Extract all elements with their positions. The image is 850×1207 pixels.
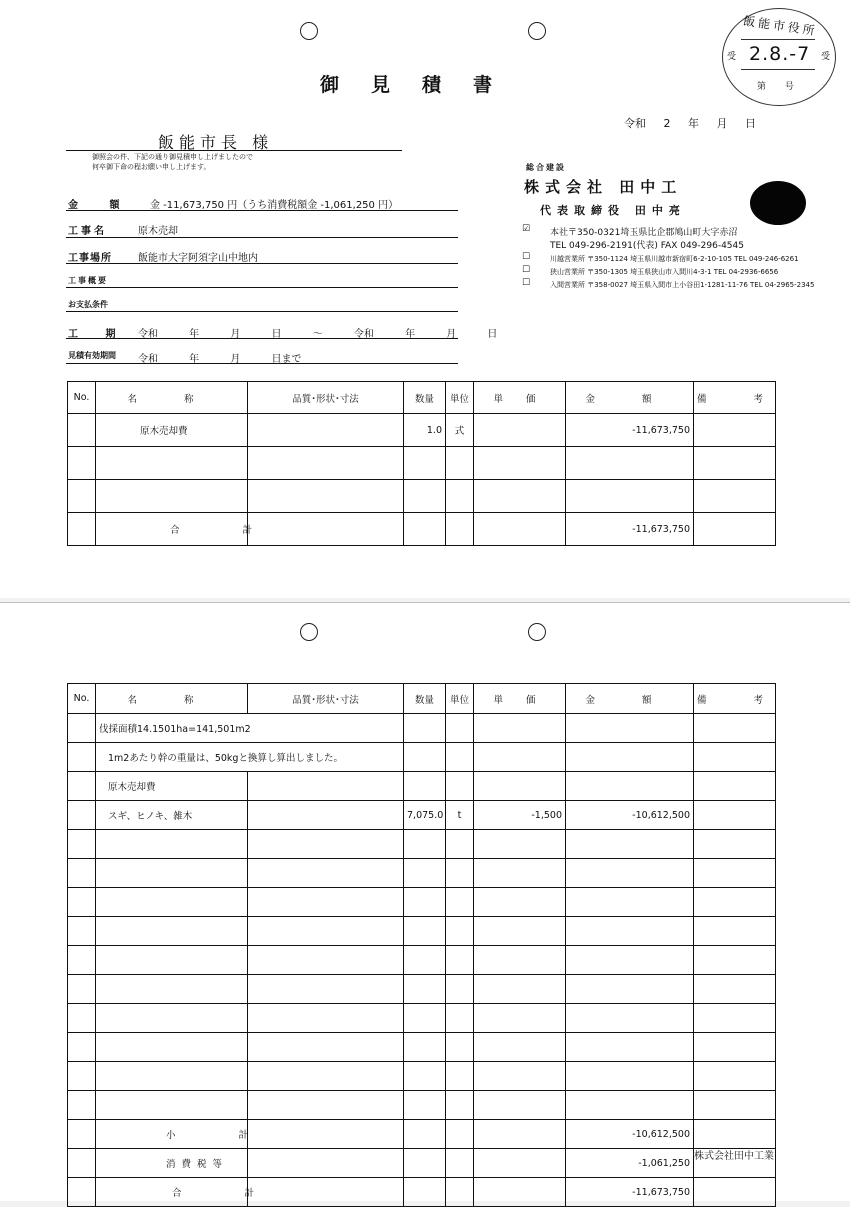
table-row — [68, 772, 776, 801]
total-amount: -11,673,750 — [566, 513, 694, 546]
table-row — [68, 1091, 776, 1120]
estimate-table-page-2 — [67, 683, 786, 1207]
col-header-qty: 数量 — [404, 382, 446, 414]
form-rule — [66, 210, 458, 211]
office-checkbox: ☐ — [522, 278, 531, 288]
total-label: 合 計 — [96, 1178, 248, 1207]
item-qty — [404, 480, 446, 513]
table-row — [68, 888, 776, 917]
work-name-value: 原木売却 — [138, 226, 178, 237]
table-row — [68, 447, 776, 480]
item-amount — [566, 447, 694, 480]
col-header-amount: 金 額 — [566, 684, 694, 714]
form-rule — [66, 237, 458, 238]
tax-label: 消費税等 — [96, 1149, 248, 1178]
addressee-underline — [66, 150, 402, 151]
punch-hole — [300, 22, 318, 40]
subtotal-label: 小 計 — [96, 1120, 248, 1149]
item-name — [96, 480, 248, 513]
intro-line-1: 御照会の件、下記の通り御見積申し上げましたので — [92, 153, 253, 161]
col-header-spec: 品質･形状･寸法 — [248, 382, 404, 414]
work-name-label: 工事名 — [68, 226, 107, 237]
office-checkbox: ☐ — [522, 252, 531, 262]
table-row — [68, 1004, 776, 1033]
validity-value: 令和 年 月 日まで — [138, 354, 302, 365]
col-header-amount: 金 額 — [566, 382, 694, 414]
sayama-office: 狭山営業所 〒350-1305 埼玉県狭山市入間川4-3-1 TEL 04-2936-6656 — [550, 268, 779, 276]
form-rule — [66, 311, 458, 312]
item-amount: -10,612,500 — [566, 801, 694, 830]
col-header-unit-price: 単 価 — [474, 382, 566, 414]
item-unit: 式 — [446, 414, 474, 447]
col-header-qty: 数量 — [404, 684, 446, 714]
table-row — [68, 946, 776, 975]
redacted-seal — [750, 181, 806, 225]
col-header-spec: 品質･形状･寸法 — [248, 684, 404, 714]
issue-date: 令和 2 年 月 日 — [624, 117, 756, 130]
head-office-phone: TEL 049-296-2191(代表) FAX 049-296-4545 — [550, 241, 744, 251]
col-header-no: No. — [68, 684, 96, 714]
item-amount: -11,673,750 — [566, 414, 694, 447]
table-row — [68, 917, 776, 946]
table-row — [68, 1062, 776, 1091]
punch-hole — [528, 623, 546, 641]
item-name: 原木売却費 — [96, 414, 248, 447]
footer-company-name: 株式会社田中工業 — [694, 1151, 774, 1162]
table-row — [68, 830, 776, 859]
table-row — [68, 1033, 776, 1062]
form-rule — [66, 263, 458, 264]
stamp-divider — [741, 69, 815, 70]
item-qty — [404, 447, 446, 480]
item-unit: t — [446, 801, 474, 830]
item-name — [96, 447, 248, 480]
item-name: スギ、ヒノキ、雑木 — [96, 801, 248, 830]
col-header-unit-price: 単 価 — [474, 684, 566, 714]
stamp-number: 第 号 — [757, 82, 794, 92]
company-name: 株式会社 田中工 — [524, 178, 683, 196]
note-felling-area: 伐採面積14.1501ha=141,501m2 — [96, 714, 404, 743]
head-office-address: 本社〒350-0321埼玉県比企郡鳩山町大字赤沼 — [550, 228, 738, 238]
form-rule — [66, 287, 458, 288]
document-title: 御見積書 — [320, 74, 525, 96]
estimate-sheet-page-2 — [0, 602, 850, 1201]
company-category: 総合建設 — [526, 163, 566, 172]
tax-amount: -1,061,250 — [566, 1149, 694, 1178]
estimate-table-page-1 — [67, 381, 786, 546]
item-unit-price: -1,500 — [474, 801, 566, 830]
table-row — [68, 743, 776, 772]
office-checkbox: ☑ — [522, 224, 531, 234]
table-header-row — [68, 382, 776, 414]
punch-hole — [528, 22, 546, 40]
table-row — [68, 859, 776, 888]
stamp-left-mark: 受 — [727, 52, 737, 62]
iruma-office: 入間営業所 〒358-0027 埼玉県入間市上小谷田1-1281-11-76 TEL 04-2965-2345 — [550, 281, 815, 289]
item-unit — [446, 480, 474, 513]
estimate-sheet-page-1 — [0, 0, 850, 598]
col-header-note: 備 考 — [694, 382, 776, 414]
kawagoe-office: 川越営業所 〒350-1124 埼玉県川越市新宿町6-2-10-105 TEL 049-246-6261 — [550, 255, 799, 263]
payment-terms-label: お支払条件 — [68, 300, 108, 309]
stamp-office-name: 飯能市役所 — [742, 13, 819, 39]
office-checkbox: ☐ — [522, 265, 531, 275]
company-representative: 代表取締役 田中亮 — [540, 204, 686, 217]
col-header-unit: 単位 — [446, 382, 474, 414]
subtotal-amount: -10,612,500 — [566, 1120, 694, 1149]
col-header-name: 名 称 — [96, 684, 248, 714]
table-tax-row — [68, 1149, 776, 1178]
table-row — [68, 480, 776, 513]
total-amount: -11,673,750 — [566, 1178, 694, 1207]
table-row — [68, 801, 776, 830]
stamp-date: 2.8.-7 — [749, 43, 811, 65]
addressee: 飯能市長 様 — [158, 133, 274, 152]
period-label: 工 期 — [68, 329, 128, 340]
item-group-title: 原木売却費 — [96, 772, 248, 801]
work-summary-label: 工事概要 — [68, 276, 108, 285]
punch-hole — [300, 623, 318, 641]
reception-stamp — [722, 8, 836, 106]
item-amount — [566, 480, 694, 513]
item-qty: 7,075.0 — [404, 801, 446, 830]
table-total-row — [68, 1178, 776, 1207]
col-header-unit: 単位 — [446, 684, 474, 714]
stamp-divider — [741, 39, 815, 40]
validity-label: 見積有効期間 — [68, 351, 116, 360]
form-rule — [66, 338, 458, 339]
col-header-note: 備 考 — [694, 684, 776, 714]
intro-line-2: 何卒御下命の程お願い申し上げます。 — [92, 163, 211, 171]
table-row — [68, 714, 776, 743]
table-subtotal-row — [68, 1120, 776, 1149]
col-header-no: No. — [68, 382, 96, 414]
form-rule — [66, 363, 458, 364]
period-value: 令和 年 月 日 ～ 令和 年 月 日 — [138, 329, 498, 340]
stamp-right-mark: 受 — [821, 52, 831, 62]
item-qty: 1.0 — [404, 414, 446, 447]
table-row — [68, 414, 776, 447]
col-header-name: 名 称 — [96, 382, 248, 414]
work-place-label: 工事場所 — [68, 253, 112, 264]
table-row — [68, 975, 776, 1004]
note-weight-conversion: 1m2あたり幹の重量は、50kgと換算し算出しました。 — [96, 743, 404, 772]
item-unit — [446, 447, 474, 480]
amount-label: 金 額 — [68, 200, 134, 211]
table-header-row — [68, 684, 776, 714]
total-label: 合 計 — [96, 513, 248, 546]
table-total-row — [68, 513, 776, 546]
amount-value: 金 -11,673,750 円（うち消費税額金 -1,061,250 円） — [150, 200, 399, 211]
work-place-value: 飯能市大字阿須字山中地内 — [138, 253, 258, 264]
